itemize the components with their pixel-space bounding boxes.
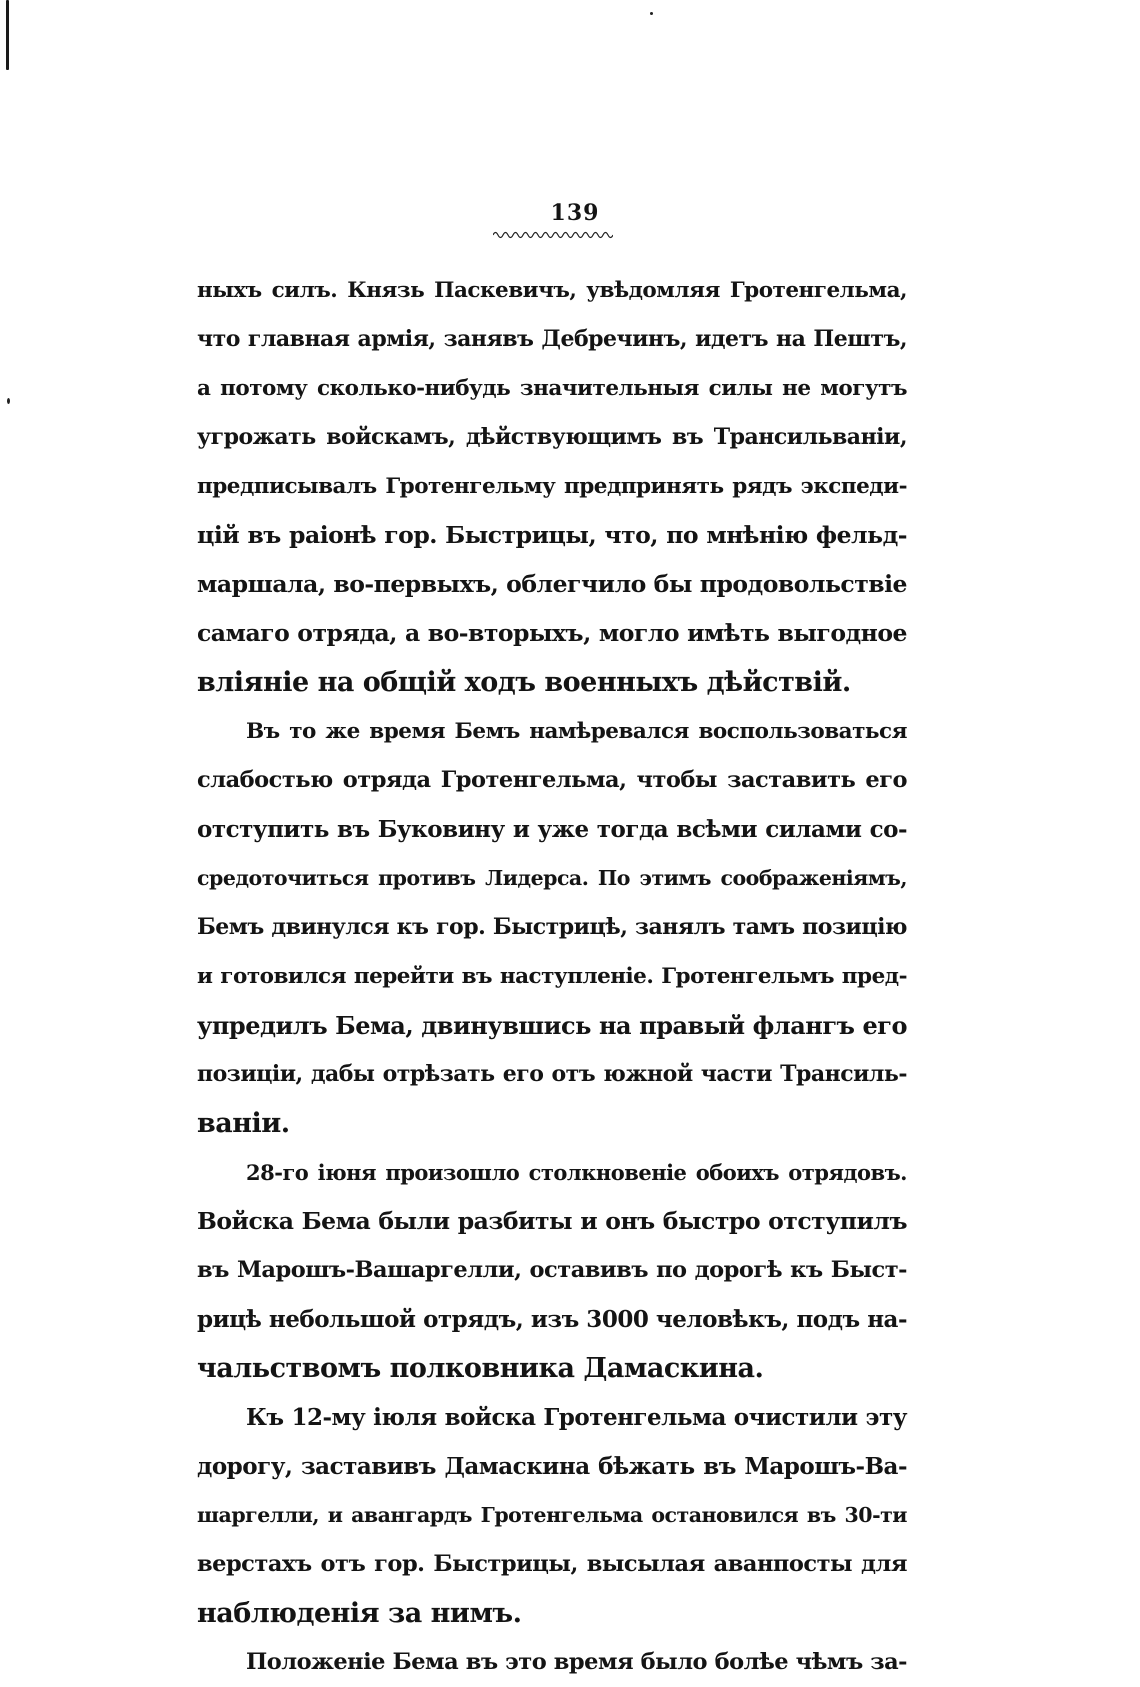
text-line: верстахъ отъ гор. Быстрицы, высылая аванпосты для: [197, 1551, 907, 1577]
text-line: наблюденія за нимъ.: [197, 1598, 522, 1629]
text-line: слабостью отряда Гротенгельма, чтобы заставить его: [197, 767, 907, 793]
text-line: Въ то же время Бемъ намѣревался воспользоваться: [246, 719, 907, 744]
text-line: въ Марошъ-Вашаргелли, оставивъ по дорогѣ къ Быст-: [197, 1257, 907, 1283]
scan-speck: [650, 12, 653, 15]
header-wave-ornament: [493, 230, 613, 240]
text-line: шаргелли, и авангардъ Гротенгельма остановился въ 30-ти: [197, 1503, 907, 1527]
text-line: вліяніе на общій ходъ военныхъ дѣйствій.: [197, 667, 851, 698]
scan-edge-mark: [6, 0, 9, 70]
text-line: и готовился перейти въ наступленіе. Гротенгельмъ пред-: [197, 964, 907, 989]
text-line: 28-го іюня произошло столкновеніе обоихъ отрядовъ.: [246, 1160, 907, 1185]
text-line: средоточиться противъ Лидерса. По этимъ соображеніямъ,: [197, 866, 907, 890]
text-line: рицѣ небольшой отрядъ, изъ 3000 человѣкъ, подъ на-: [197, 1306, 907, 1333]
body-text: [197, 266, 907, 1687]
text-line: отступить въ Буковину и уже тогда всѣми силами со-: [197, 816, 907, 843]
text-line: цій въ раіонѣ гор. Быстрицы, что, по мнѣнію фельд-: [197, 521, 907, 549]
text-line: предписывалъ Гротенгельму предпринять рядъ экспеди-: [197, 474, 907, 499]
text-line: Бемъ двинулся къ гор. Быстрицѣ, занялъ тамъ позицію: [197, 914, 907, 940]
text-line: ныхъ силъ. Князь Паскевичъ, увѣдомляя Гротенгельма,: [197, 278, 907, 303]
text-line: чальствомъ полковника Дамаскина.: [197, 1353, 764, 1384]
text-line: упредилъ Бема, двинувшись на правый флангъ его: [197, 1011, 907, 1040]
text-line: Войска Бема были разбиты и онъ быстро отступилъ: [197, 1207, 907, 1235]
text-line: угрожать войскамъ, дѣйствующимъ въ Трансильваніи,: [197, 424, 907, 450]
text-line: самаго отряда, а во-вторыхъ, могло имѣть выгодное: [197, 619, 907, 647]
text-line: а потому сколько-нибудь значительныя силы не могутъ: [197, 376, 907, 401]
text-line: маршала, во-первыхъ, облегчило бы продовольствіе: [197, 570, 907, 598]
text-line: Къ 12-му іюля войска Гротенгельма очистили эту: [246, 1404, 907, 1431]
text-line: что главная армія, занявъ Дебречинъ, идетъ на Пештъ,: [197, 326, 907, 352]
text-line: Положеніе Бема въ это время было болѣе чѣмъ за-: [246, 1649, 907, 1675]
text-line: позиціи, дабы отрѣзать его отъ южной части Трансиль-: [197, 1061, 907, 1087]
page-number: 139: [550, 200, 600, 226]
text-line: ваніи.: [197, 1108, 290, 1139]
text-line: дорогу, заставивъ Дамаскина бѣжать въ Марошъ-Ва-: [197, 1453, 907, 1480]
page-number-header: [0, 200, 1140, 226]
scan-speck: [7, 398, 10, 404]
